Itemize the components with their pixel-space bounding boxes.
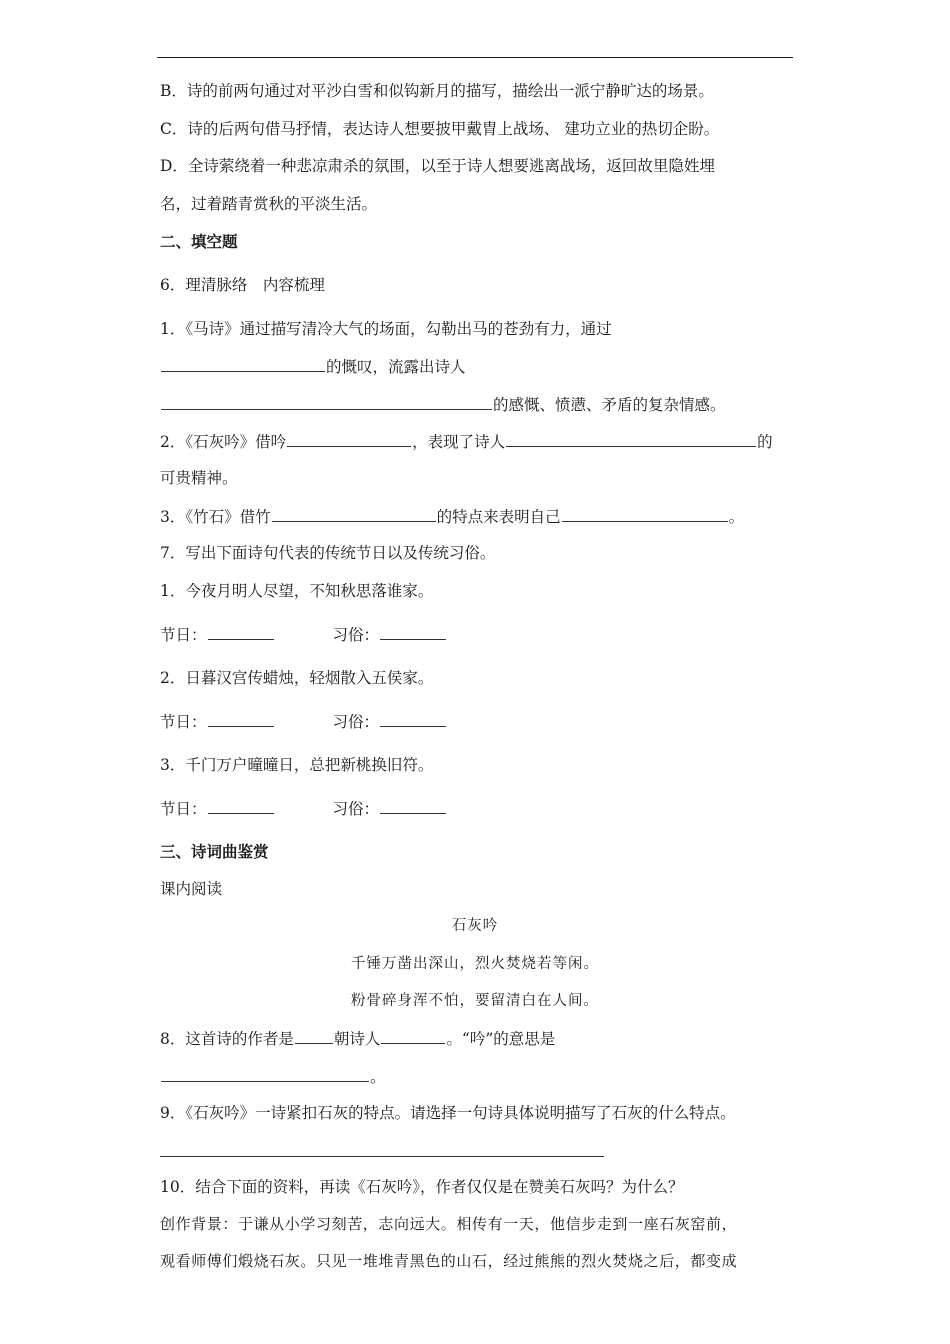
q6-1-line2: 的慨叹，流露出诗人 — [160, 355, 466, 378]
q6-1-line1: 1．《马诗》通过描写清冷大气的场面，勾勒出马的苍劲有力，通过 — [160, 320, 612, 338]
answer-blank[interactable] — [287, 430, 411, 447]
q6-1-line3: 的感慨、愤懑、矛盾的复杂情感。 — [160, 393, 726, 416]
question-6: 6．理清脉络 内容梳理 — [160, 276, 325, 294]
answer-blank[interactable] — [208, 797, 274, 814]
answer-line[interactable] — [160, 1156, 604, 1157]
q7-answer-row-2: 节日： 习俗： — [160, 710, 447, 733]
q6-2-line2: 可贵精神。 — [160, 469, 238, 487]
option-d-line2: 名，过着踏青赏秋的平淡生活。 — [160, 195, 378, 213]
option-d-line1: D．全诗萦绕着一种悲凉肃杀的氛围，以至于诗人想要逃离战场，返回故里隐姓埋 — [160, 157, 715, 175]
poem-line-1: 千锤万凿出深山，烈火焚烧若等闲。 — [351, 956, 599, 972]
q7-poem-1: 1．今夜月明人尽望，不知秋思落谁家。 — [160, 582, 434, 600]
poem-line-2: 粉骨碎身浑不怕，要留清白在人间。 — [351, 993, 599, 1009]
answer-blank[interactable] — [161, 1065, 369, 1082]
header-rule — [157, 57, 793, 58]
answer-blank[interactable] — [208, 623, 274, 640]
question-9: 9．《石灰吟》一诗紧扣石灰的特点。请选择一句诗具体说明描写了石灰的什么特点。 — [160, 1104, 736, 1122]
answer-blank[interactable] — [380, 623, 446, 640]
question-8: 8．这首诗的作者是 朝诗人 。“吟”的意思是 — [160, 1027, 555, 1050]
poem-title: 石灰吟 — [451, 918, 499, 934]
question-8-line2: 。 — [160, 1065, 386, 1088]
answer-blank[interactable] — [161, 355, 325, 372]
answer-blank[interactable] — [208, 710, 274, 727]
option-c: C．诗的后两句借马抒情，表达诗人想要披甲戴胄上战场、 建功立业的热切企盼。 — [160, 120, 720, 138]
q7-answer-row-1: 节日： 习俗： — [160, 623, 447, 646]
answer-blank[interactable] — [506, 430, 756, 447]
answer-blank[interactable] — [295, 1027, 333, 1044]
section-heading-poetry: 三、诗词曲鉴赏 — [160, 842, 269, 861]
answer-blank[interactable] — [381, 1027, 445, 1044]
question-7: 7．写出下面诗句代表的传统节日以及传统习俗。 — [160, 544, 496, 562]
answer-blank[interactable] — [380, 797, 446, 814]
section-subheading: 课内阅读 — [160, 880, 223, 898]
background-text-line2: 观看师傅们煅烧石灰。只见一堆堆青黑色的山石，经过熊熊的烈火焚烧之后，都变成 — [160, 1252, 738, 1270]
q7-poem-3: 3．千门万户曈曈日，总把新桃换旧符。 — [160, 756, 434, 774]
section-heading-fill-in: 二、填空题 — [160, 232, 238, 251]
q7-answer-row-3: 节日： 习俗： — [160, 797, 447, 820]
answer-blank[interactable] — [161, 393, 492, 410]
answer-blank[interactable] — [562, 505, 728, 522]
q6-2-line1: 2．《石灰吟》借吟 ，表现了诗人 的 — [160, 430, 773, 453]
answer-blank[interactable] — [380, 710, 446, 727]
q7-poem-2: 2．日暮汉宫传蜡烛，轻烟散入五侯家。 — [160, 669, 434, 687]
answer-blank[interactable] — [272, 505, 436, 522]
q6-3: 3．《竹石》借竹 的特点来表明自己 。 — [160, 505, 744, 528]
option-b: B．诗的前两句通过对平沙白雪和似钩新月的描写，描绘出一派宁静旷达的场景。 — [160, 82, 714, 100]
question-10: 10．结合下面的资料，再读《石灰吟》，作者仅仅是在赞美石灰吗？为什么？ — [160, 1178, 684, 1196]
background-text-line1: 创作背景：于谦从小学习刻苦，志向远大。相传有一天，他信步走到一座石灰窑前， — [160, 1215, 738, 1233]
